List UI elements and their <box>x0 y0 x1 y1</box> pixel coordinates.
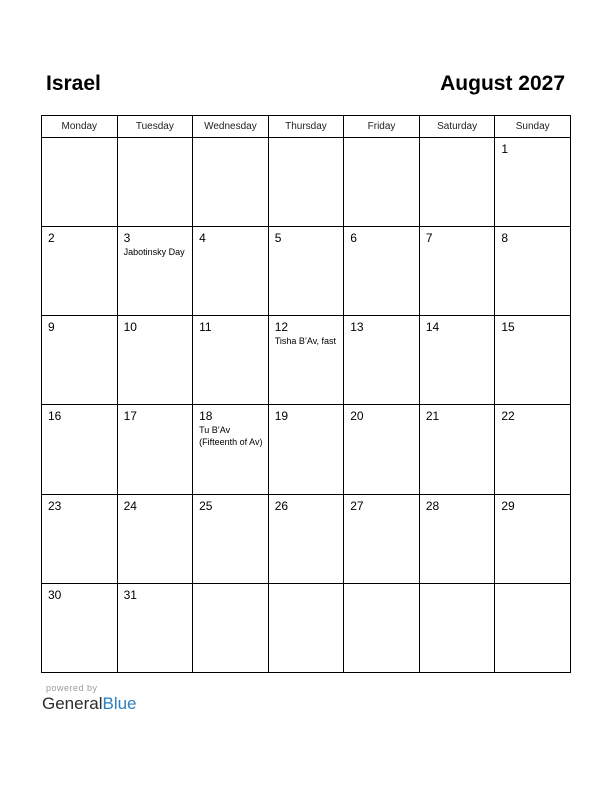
week-row <box>42 138 571 227</box>
day-number: 18 <box>199 409 213 424</box>
day-cell <box>42 227 118 316</box>
day-cell <box>42 316 118 405</box>
day-number: 3 <box>123 231 131 246</box>
empty-day-cell <box>344 583 420 672</box>
day-number: 12 <box>274 320 289 335</box>
weekday-wednesday: Wednesday <box>193 116 269 138</box>
empty-day-cell <box>268 138 344 227</box>
country-title: Israel <box>46 72 101 95</box>
day-cell <box>117 227 193 316</box>
day-number: 26 <box>274 498 289 513</box>
day-cell <box>268 494 344 583</box>
empty-day-cell <box>419 583 495 672</box>
holiday-label: Tisha B’Av, fast <box>274 336 337 347</box>
day-cell <box>268 227 344 316</box>
day-cell <box>193 494 269 583</box>
week-row <box>42 316 571 405</box>
day-number: 10 <box>123 320 137 335</box>
day-number: 14 <box>425 320 440 335</box>
empty-day-cell <box>193 138 269 227</box>
holiday-label: Jabotinsky Day <box>123 247 185 258</box>
empty-day-cell <box>268 583 344 672</box>
day-cell <box>117 316 193 405</box>
day-number: 31 <box>123 587 137 602</box>
day-number: 29 <box>501 498 515 513</box>
day-cell <box>419 227 495 316</box>
empty-day-cell <box>344 138 420 227</box>
day-number: 27 <box>350 498 364 513</box>
day-cell <box>495 227 571 316</box>
day-number: 20 <box>350 409 364 424</box>
day-number: 22 <box>501 409 515 424</box>
day-number: 15 <box>501 320 515 335</box>
day-cell <box>495 494 571 583</box>
day-cell <box>419 405 495 494</box>
week-row <box>42 494 571 583</box>
brand-logo[interactable] <box>42 694 137 714</box>
day-number: 8 <box>501 231 509 246</box>
empty-day-cell <box>117 138 193 227</box>
day-cell <box>268 316 344 405</box>
day-cell <box>344 405 420 494</box>
day-cell <box>495 405 571 494</box>
empty-day-cell <box>193 583 269 672</box>
day-number: 21 <box>425 409 440 424</box>
day-cell <box>117 583 193 672</box>
day-cell <box>193 227 269 316</box>
weekday-tuesday: Tuesday <box>117 116 193 138</box>
calendar-grid <box>41 115 571 673</box>
day-cell <box>117 494 193 583</box>
day-number: 4 <box>199 231 206 246</box>
day-number: 19 <box>274 409 289 424</box>
day-number: 1 <box>501 142 509 156</box>
brand-name-part2: Blue <box>102 694 137 713</box>
powered-by-text: powered by <box>46 683 98 693</box>
weekday-header-row <box>42 116 571 138</box>
day-number: 6 <box>350 231 357 246</box>
day-cell <box>42 494 118 583</box>
day-number: 17 <box>123 409 137 424</box>
holiday-label: Tu B’Av (Fifteenth of Av) <box>199 425 263 448</box>
day-number: 7 <box>425 231 433 246</box>
day-cell <box>117 405 193 494</box>
day-number: 11 <box>199 320 212 335</box>
week-row <box>42 583 571 672</box>
day-number: 24 <box>123 498 137 513</box>
day-cell <box>344 227 420 316</box>
day-number: 13 <box>350 320 364 335</box>
weekday-saturday: Saturday <box>419 116 495 138</box>
day-cell <box>42 583 118 672</box>
day-number: 28 <box>425 498 440 513</box>
empty-day-cell <box>42 138 118 227</box>
day-cell <box>42 405 118 494</box>
day-number: 30 <box>48 587 62 602</box>
calendar-body <box>42 138 571 673</box>
empty-day-cell <box>419 138 495 227</box>
day-cell <box>344 316 420 405</box>
day-number: 9 <box>48 320 55 335</box>
weekday-monday: Monday <box>42 116 118 138</box>
weekday-sunday: Sunday <box>495 116 571 138</box>
weekday-thursday: Thursday <box>268 116 344 138</box>
day-number: 2 <box>48 231 55 246</box>
day-cell <box>193 405 269 494</box>
empty-day-cell <box>495 583 571 672</box>
day-cell <box>419 316 495 405</box>
day-number: 25 <box>199 498 213 513</box>
week-row <box>42 227 571 316</box>
day-number: 23 <box>48 498 62 513</box>
day-number: 5 <box>274 231 282 246</box>
weekday-friday: Friday <box>344 116 420 138</box>
week-row <box>42 405 571 494</box>
day-cell <box>495 138 571 227</box>
brand-name-part1: General <box>42 694 103 713</box>
day-cell <box>419 494 495 583</box>
day-cell <box>344 494 420 583</box>
month-year-title: August 2027 <box>440 72 565 95</box>
day-cell <box>193 316 269 405</box>
day-number: 16 <box>48 409 62 424</box>
day-cell <box>495 316 571 405</box>
day-cell <box>268 405 344 494</box>
